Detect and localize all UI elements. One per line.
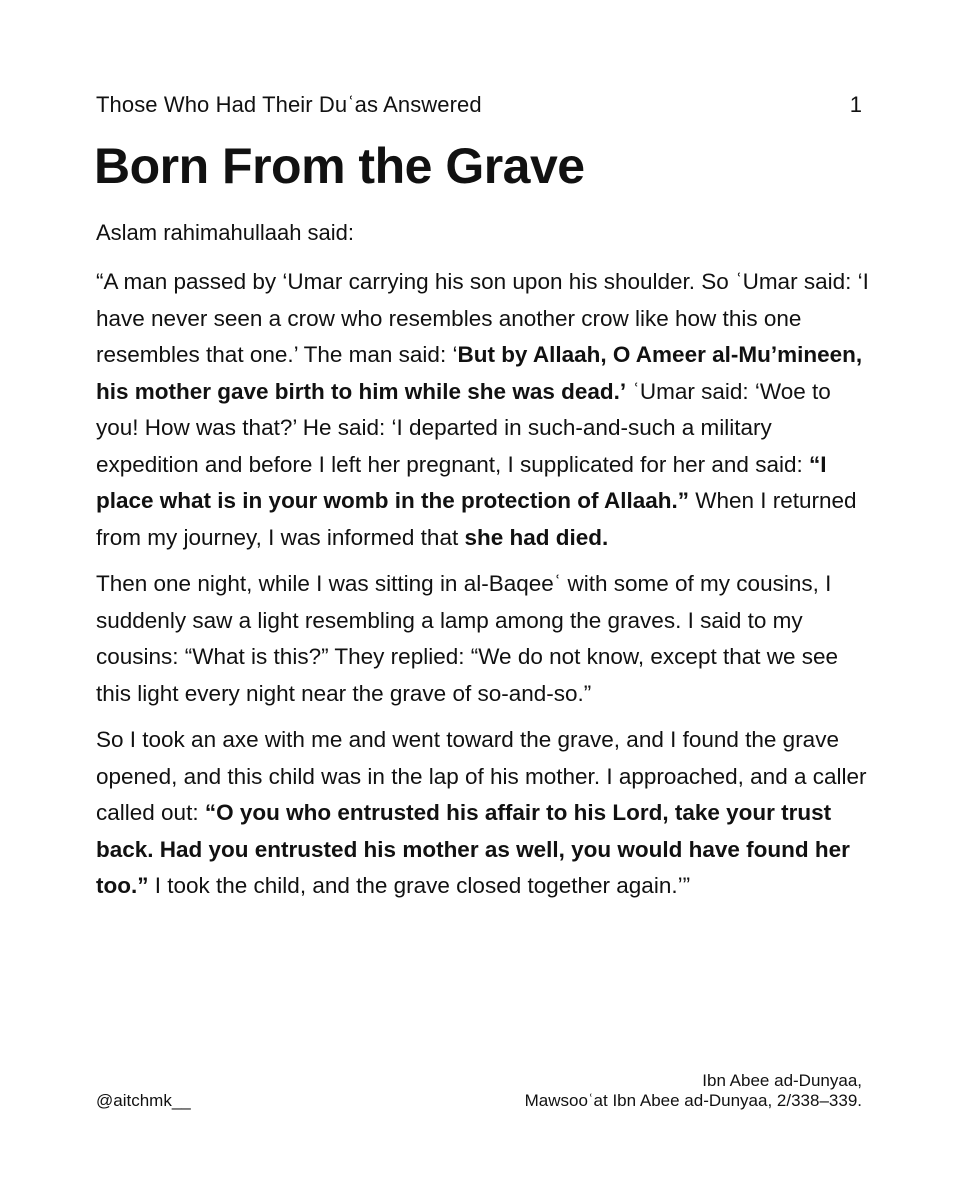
paragraph-1-bold-2: “I place what is in your womb in the protection of Allaah.”	[96, 451, 827, 513]
paragraph-1-bold-1: But by Allaah, O Ameer al-Mu’mineen, his mother gave birth to him while she was dead.’	[96, 342, 863, 404]
narrator-line	[96, 218, 354, 249]
reference-line-1: Ibn Abee ad-Dunyaa,	[702, 1071, 862, 1090]
story-paragraph-2: Then one night, while I was sitting in al-Baqeeʿ with some of my cousins, I suddenly saw a light resembling a lamp among the graves. I said to my cousins: “What is this?” They replied: “We do not know, except that we see this light every night near the grave of so-and-so.”	[96, 571, 839, 706]
source-reference	[525, 1071, 862, 1111]
paragraph-3-bold-1: “O you who entrusted his affair to his Lord, take your trust back. Had you entrusted his mother as well, you would have found her too.”	[96, 800, 850, 898]
paragraph-3-text-2: I took the child, and the grave closed together again.’”	[148, 873, 691, 898]
story-paragraph-3	[96, 722, 871, 905]
paragraph-1-text-1: “A man passed by ‘Umar carrying his son upon his shoulder. So ʿUmar said: ‘I have never seen a crow who resembles another crow like how this one resembles that one.’ The man said: ‘	[96, 269, 869, 367]
paragraph-1-bold-3: she had died.	[464, 524, 609, 550]
page-title: Born From the Grave	[94, 138, 585, 194]
reference-line-2: Mawsooʿat Ibn Abee ad-Dunyaa, 2/338–339.	[524, 1091, 862, 1110]
narrator-honorific: ahullaah said:	[218, 220, 355, 245]
story-body	[96, 264, 871, 915]
author-handle: @aitchmk__	[96, 1091, 191, 1110]
paragraph-3-text-1: So I took an axe with me and went toward the grave, and I found the grave opened, and this child was in the lap of his mother. I approached, and a caller called out:	[96, 727, 867, 825]
story-paragraph-1	[96, 264, 871, 556]
paragraph-1-text-2: ʿUmar said: ‘Woe to you! How was that?’ He said: ‘I departed in such-and-such a military expedition and before I left her pregnant, I supplicated for her and said:	[96, 378, 831, 477]
series-title: Those Who Had Their Duʿas Answered	[96, 92, 482, 117]
narrator-name: Aslam rahim	[96, 220, 219, 245]
paragraph-1-text-3: When I returned from my journey, I was informed that	[96, 488, 857, 550]
page-number: 1	[849, 92, 862, 117]
